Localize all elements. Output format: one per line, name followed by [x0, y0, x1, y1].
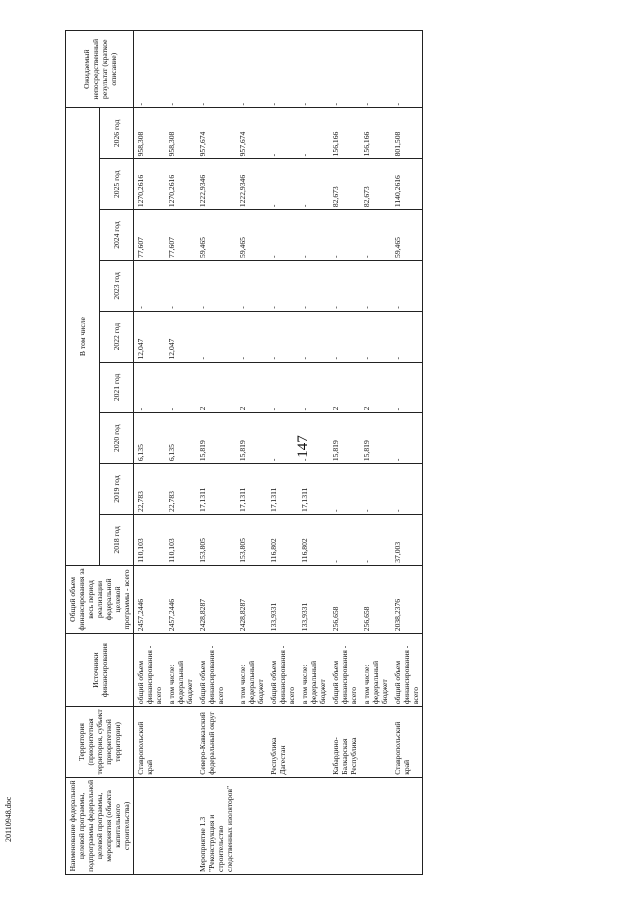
cell-year-value: 116,802	[298, 514, 329, 565]
cell-total: 2038,2376	[391, 565, 423, 633]
cell-year-value: -	[329, 464, 360, 515]
cell-year-value: 2	[196, 362, 236, 413]
cell-year-value: 110,103	[165, 514, 196, 565]
cell-name	[134, 777, 166, 874]
table-row	[236, 31, 267, 875]
cell-year-value: -	[298, 413, 329, 464]
cell-total: 133,9331	[267, 565, 298, 633]
cell-year-value: 59,465	[236, 210, 267, 261]
page-number: 147	[294, 435, 311, 458]
cell-year-value: -	[196, 260, 236, 311]
cell-year-value: 17,1311	[267, 464, 298, 515]
cell-year-value: -	[391, 311, 423, 362]
table-row	[360, 31, 391, 875]
cell-year-value: 15,819	[329, 413, 360, 464]
cell-year-value: -	[267, 159, 298, 210]
header-total: Общий объем финансирования за весь период реализации федеральной целевой программы - всего	[66, 565, 134, 633]
cell-year-value: 15,819	[236, 413, 267, 464]
header-year: 2024 год	[100, 210, 134, 261]
cell-year-value: 156,166	[360, 108, 391, 159]
cell-name: Мероприятие 1.3 "Реконструкция и строительство следственных изоляторов"	[196, 777, 236, 874]
cell-source: общий объем финансирования - всего	[391, 634, 423, 707]
cell-year-value: 1140,2616	[391, 159, 423, 210]
header-source: Источники финансирования	[66, 634, 134, 707]
cell-year-value: -	[360, 210, 391, 261]
table-row	[196, 31, 236, 875]
cell-year-value: -	[267, 362, 298, 413]
cell-name	[236, 777, 267, 874]
cell-total: 2428,8287	[236, 565, 267, 633]
cell-year-value: 110,103	[134, 514, 166, 565]
cell-source: общий объем финансирования - всего	[267, 634, 298, 707]
cell-year-value: 17,1311	[298, 464, 329, 515]
table-row	[298, 31, 329, 875]
cell-year-value: -	[267, 260, 298, 311]
cell-year-value: -	[196, 311, 236, 362]
cell-year-value: -	[165, 260, 196, 311]
cell-territory	[298, 707, 329, 778]
cell-total: 2428,8287	[196, 565, 236, 633]
cell-year-value: 1270,2616	[134, 159, 166, 210]
cell-total: 256,658	[329, 565, 360, 633]
cell-total: 2457,2446	[165, 565, 196, 633]
cell-result: -	[165, 31, 196, 108]
header-year: 2023 год	[100, 260, 134, 311]
cell-year-value: 59,465	[196, 210, 236, 261]
cell-year-value: 957,674	[196, 108, 236, 159]
cell-year-value: 77,607	[165, 210, 196, 261]
cell-territory: Республика Дагестан	[267, 707, 298, 778]
cell-name	[165, 777, 196, 874]
cell-result: -	[196, 31, 236, 108]
cell-source: в том числе: федеральный бюджет	[360, 634, 391, 707]
cell-year-value: -	[360, 311, 391, 362]
cell-year-value: 958,308	[165, 108, 196, 159]
cell-year-value: -	[391, 260, 423, 311]
table-row	[134, 31, 166, 875]
cell-year-value: 12,047	[165, 311, 196, 362]
cell-year-value: -	[360, 514, 391, 565]
cell-year-value: -	[298, 362, 329, 413]
header-year: 2025 год	[100, 159, 134, 210]
cell-year-value: 17,1311	[196, 464, 236, 515]
cell-year-value: 116,802	[267, 514, 298, 565]
cell-result: -	[267, 31, 298, 108]
cell-year-value: -	[298, 108, 329, 159]
cell-territory	[360, 707, 391, 778]
cell-name	[391, 777, 423, 874]
cell-year-value: -	[298, 210, 329, 261]
cell-result: -	[134, 31, 166, 108]
header-territory: Территория (приоритетная территория, субъект приоритетной территории)	[66, 707, 134, 778]
table-row	[267, 31, 298, 875]
cell-year-value: 1270,2616	[165, 159, 196, 210]
cell-year-value: -	[134, 260, 166, 311]
cell-year-value: 12,047	[134, 311, 166, 362]
cell-year-value: -	[236, 260, 267, 311]
table-row	[165, 31, 196, 875]
cell-source: в том числе: федеральный бюджет	[298, 634, 329, 707]
cell-source: в том числе: федеральный бюджет	[236, 634, 267, 707]
cell-year-value: 15,819	[360, 413, 391, 464]
cell-name	[298, 777, 329, 874]
cell-result: -	[360, 31, 391, 108]
cell-year-value: 1222,9346	[236, 159, 267, 210]
cell-year-value: 2	[329, 362, 360, 413]
cell-year-value: 22,783	[134, 464, 166, 515]
cell-year-value: 6,135	[134, 413, 166, 464]
cell-total: 2457,2446	[134, 565, 166, 633]
financing-table	[65, 30, 423, 875]
cell-year-value: 153,805	[196, 514, 236, 565]
cell-year-value: 1222,9346	[196, 159, 236, 210]
cell-territory: Северо-Кавказский федеральный округ	[196, 707, 236, 778]
cell-name	[329, 777, 360, 874]
cell-year-value: 153,805	[236, 514, 267, 565]
header-including: В том числе	[66, 108, 100, 565]
cell-result: -	[298, 31, 329, 108]
cell-source: общий объем финансирования - всего	[329, 634, 360, 707]
cell-year-value: 22,783	[165, 464, 196, 515]
cell-year-value: -	[134, 362, 166, 413]
cell-year-value: 17,1311	[236, 464, 267, 515]
cell-year-value: -	[391, 362, 423, 413]
cell-year-value: 2	[360, 362, 391, 413]
header-year: 2026 год	[100, 108, 134, 159]
cell-name	[267, 777, 298, 874]
cell-source: общий объем финансирования - всего	[134, 634, 166, 707]
cell-year-value: -	[329, 311, 360, 362]
header-name: Наименование федеральной целевой программы, подпрограммы федеральной целевой программы, мероприятия (объекта капитального строительства)	[66, 777, 134, 874]
cell-year-value: 2	[236, 362, 267, 413]
cell-total: 133,9331	[298, 565, 329, 633]
cell-year-value: 957,674	[236, 108, 267, 159]
cell-year-value: 6,135	[165, 413, 196, 464]
cell-year-value: 958,308	[134, 108, 166, 159]
cell-total: 256,658	[360, 565, 391, 633]
cell-year-value: -	[391, 413, 423, 464]
cell-source: общий объем финансирования - всего	[196, 634, 236, 707]
cell-territory: Кабардино-Балкарская Республика	[329, 707, 360, 778]
cell-territory	[236, 707, 267, 778]
cell-year-value: 156,166	[329, 108, 360, 159]
table-row	[329, 31, 360, 875]
cell-year-value: 59,465	[391, 210, 423, 261]
header-year: 2021 год	[100, 362, 134, 413]
header-result: Ожидаемый непосредственный результат (краткое описание)	[66, 31, 134, 108]
cell-year-value: -	[267, 210, 298, 261]
cell-year-value: -	[267, 413, 298, 464]
cell-year-value: -	[360, 260, 391, 311]
cell-result: -	[329, 31, 360, 108]
header-year: 2020 год	[100, 413, 134, 464]
cell-year-value: -	[267, 108, 298, 159]
document-filename: 20110948.doc	[4, 796, 13, 842]
header-year: 2018 год	[100, 514, 134, 565]
cell-year-value: -	[165, 362, 196, 413]
header-year: 2022 год	[100, 311, 134, 362]
cell-year-value: -	[329, 210, 360, 261]
table-row	[391, 31, 423, 875]
cell-territory	[165, 707, 196, 778]
cell-year-value: 82,673	[360, 159, 391, 210]
cell-result: -	[236, 31, 267, 108]
cell-year-value: -	[329, 514, 360, 565]
header-row-1	[66, 31, 100, 875]
cell-territory: Ставропольский край	[391, 707, 423, 778]
cell-year-value: 77,607	[134, 210, 166, 261]
cell-year-value: -	[360, 464, 391, 515]
cell-year-value: -	[329, 260, 360, 311]
cell-source: в том числе: федеральный бюджет	[165, 634, 196, 707]
cell-year-value: -	[298, 311, 329, 362]
cell-year-value: -	[298, 159, 329, 210]
cell-year-value: -	[267, 311, 298, 362]
cell-year-value: 37,003	[391, 514, 423, 565]
rotated-table-page	[65, 30, 572, 875]
cell-territory: Ставропольский край	[134, 707, 166, 778]
table-body	[134, 31, 423, 875]
cell-year-value: -	[391, 464, 423, 515]
header-year: 2019 год	[100, 464, 134, 515]
cell-year-value: 801,508	[391, 108, 423, 159]
cell-result: -	[391, 31, 423, 108]
cell-name	[360, 777, 391, 874]
cell-year-value: 15,819	[196, 413, 236, 464]
cell-year-value: 82,673	[329, 159, 360, 210]
cell-year-value: -	[236, 311, 267, 362]
cell-year-value: -	[298, 260, 329, 311]
